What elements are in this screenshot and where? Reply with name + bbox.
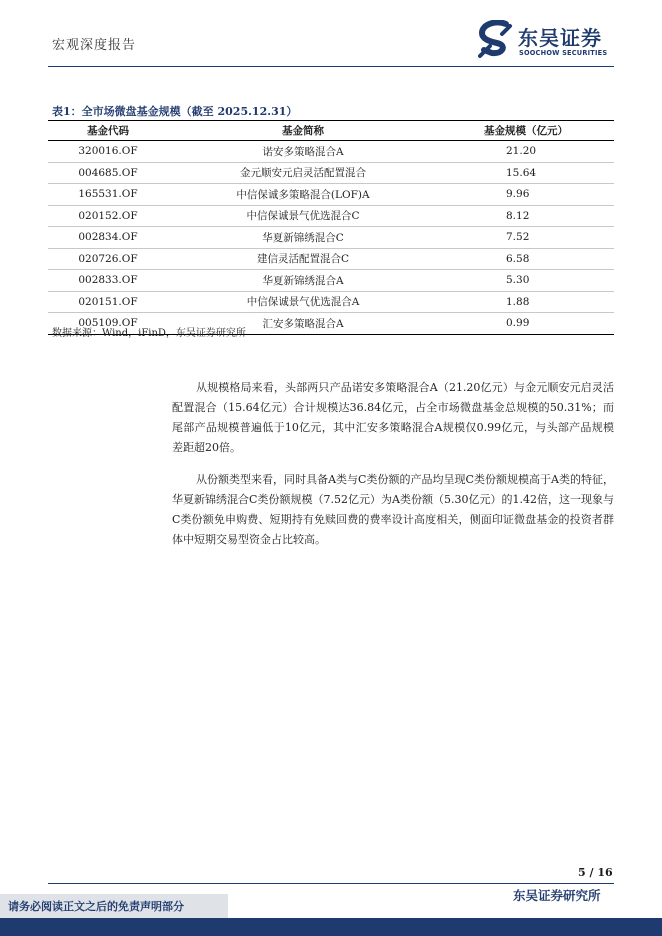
fund-size-value: 5.30 [506, 274, 530, 287]
fund-code-cell: 004685.OF [48, 162, 168, 184]
fund-code-cell: 020152.OF [48, 205, 168, 227]
fund-name-cell: 华夏新锦绣混合A [168, 270, 438, 292]
fund-size-cell [438, 227, 614, 249]
report-type-label: 宏观深度报告 [52, 38, 137, 53]
fund-code-cell: 020151.OF [48, 291, 168, 313]
fund-size-cell [438, 162, 614, 184]
table-header-row [48, 121, 614, 141]
fund-size-value: 15.64 [506, 166, 537, 179]
table-row [48, 184, 614, 206]
fund-size-value: 0.99 [506, 317, 530, 330]
fund-size-cell [438, 313, 614, 335]
fund-code-cell: 020726.OF [48, 248, 168, 270]
brand-name: 东吴证券 [518, 26, 602, 50]
body-paragraph-scale: 从规模格局来看，头部两只产品诺安多策略混合A（21.20亿元）与金元顺安元启灵活配置混合（15.64亿元）合计规模达36.84亿元，占全市场微盘基金总规模的50.31%；而尾部产品规模普遍低于10亿元，其中汇安多策略混合A规模仅0.99亿元，与头部产品规模差距超20倍。 [172, 381, 614, 454]
fund-code-cell: 005109.OF [48, 313, 168, 335]
header-fund-size: 基金规模（亿元） [484, 125, 568, 137]
table-row [48, 227, 614, 249]
table-source-note: 数据来源：Wind，iFinD，东吴证券研究所 [52, 328, 246, 339]
brand-english-name: SOOCHOW SECURITIES [519, 49, 608, 57]
page-number: 5 / 16 [578, 866, 613, 879]
table-row [48, 141, 614, 163]
fund-name-cell: 中信保诚景气优选混合A [168, 291, 438, 313]
fund-name-cell: 中信保诚景气优选混合C [168, 205, 438, 227]
fund-name-cell: 汇安多策略混合A [168, 313, 438, 335]
fund-name-cell: 中信保诚多策略混合(LOF)A [168, 184, 438, 206]
fund-size-cell [438, 270, 614, 292]
fund-code-cell: 165531.OF [48, 184, 168, 206]
fund-size-cell [438, 248, 614, 270]
table-row [48, 205, 614, 227]
header-divider [48, 66, 614, 67]
fund-size-value: 8.12 [506, 209, 530, 222]
fund-size-value: 1.88 [506, 295, 530, 308]
fund-name-cell: 建信灵活配置混合C [168, 248, 438, 270]
fund-size-table [48, 120, 614, 335]
fund-size-value: 6.58 [506, 252, 530, 265]
fund-size-value: 7.52 [506, 231, 530, 244]
table-title: 表1：全市场微盘基金规模（截至 2025.12.31） [52, 105, 298, 118]
footer-org-name: 东吴证券研究所 [513, 888, 601, 903]
fund-size-cell [438, 184, 614, 206]
fund-name-cell: 华夏新锦绣混合C [168, 227, 438, 249]
fund-code-cell: 320016.OF [48, 141, 168, 163]
body-paragraph-share-class: 从份额类型来看，同时具备A类与C类份额的产品均呈现C类份额规模高于A类的特征，华夏新锦绣混合C类份额规模（7.52亿元）为A类份额（5.30亿元）的1.42倍，这一现象与C类份额免申购费、短期持有免赎回费的费率设计高度相关，侧面印证微盘基金的投资者群体中短期交易型资金占比较高。 [172, 473, 614, 546]
fund-name-cell: 诺安多策略混合A [168, 141, 438, 163]
fund-size-cell [438, 291, 614, 313]
table-row [48, 291, 614, 313]
header-fund-name: 基金简称 [282, 125, 324, 137]
brand-logo [476, 20, 616, 64]
fund-name-cell: 金元顺安元启灵活配置混合 [168, 162, 438, 184]
header-fund-code: 基金代码 [87, 125, 129, 137]
fund-size-cell [438, 205, 614, 227]
fund-code-cell: 002833.OF [48, 270, 168, 292]
soochow-s-icon [476, 20, 514, 60]
table-row [48, 248, 614, 270]
fund-size-value: 21.20 [506, 145, 537, 158]
disclaimer-notice: 请务必阅读正文之后的免责声明部分 [8, 900, 184, 913]
fund-size-cell [438, 141, 614, 163]
fund-code-cell: 002834.OF [48, 227, 168, 249]
table-row [48, 270, 614, 292]
footer-divider [48, 883, 614, 884]
footer-bar [0, 918, 662, 936]
table-row [48, 162, 614, 184]
fund-size-value: 9.96 [506, 188, 530, 201]
